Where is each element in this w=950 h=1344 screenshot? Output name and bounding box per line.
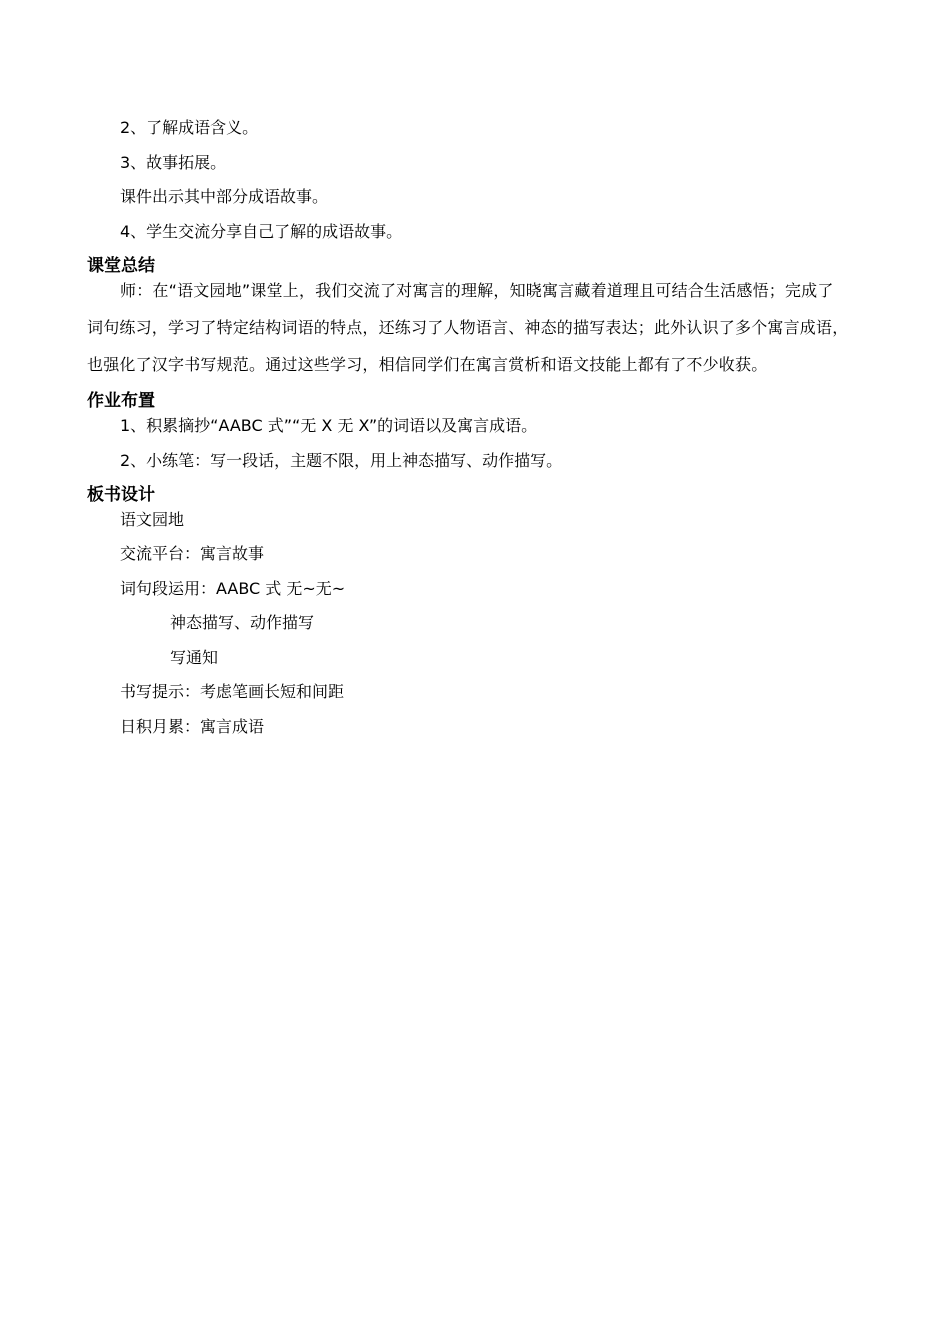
summary-line-2: 词句练习，学习了特定结构词语的特点，还练习了人物语言、神态的描写表达；此外认识了多个寓言成语， bbox=[87, 318, 849, 337]
board-row-accumulation: 日积月累：寓言成语 bbox=[120, 717, 265, 736]
list-item-student-sharing: 4、学生交流分享自己了解的成语故事。 bbox=[120, 222, 403, 241]
summary-line-3: 也强化了汉字书写规范。通过这些学习，相信同学们在寓言赏析和语文技能上都有了不少收获。 bbox=[87, 355, 768, 374]
list-item-story-extension: 3、故事拓展。 bbox=[120, 153, 227, 172]
board-title: 语文园地 bbox=[120, 510, 185, 529]
homework-item-2: 2、小练笔：写一段话，主题不限，用上神态描写、动作描写。 bbox=[120, 451, 563, 470]
homework-item-1: 1、积累摘抄“AABC 式”“无 X 无 X”的词语以及寓言成语。 bbox=[120, 416, 538, 435]
board-row-exchange: 交流平台：寓言故事 bbox=[120, 544, 265, 563]
board-row-writing-tips: 书写提示：考虑笔画长短和间距 bbox=[120, 682, 345, 701]
homework-heading: 作业布置 bbox=[87, 391, 155, 411]
board-row-word-usage: 词句段运用：AABC 式 无~无~ bbox=[120, 579, 346, 598]
summary-heading: 课堂总结 bbox=[87, 256, 155, 276]
summary-line-1: 师：在“语文园地”课堂上，我们交流了对寓言的理解，知晓寓言藏着道理且可结合生活感悟；完成了 bbox=[120, 281, 834, 300]
board-row-description: 神态描写、动作描写 bbox=[170, 613, 315, 632]
list-item-understand-idioms: 2、了解成语含义。 bbox=[120, 118, 259, 137]
list-item-courseware-note: 课件出示其中部分成语故事。 bbox=[120, 187, 329, 206]
board-heading: 板书设计 bbox=[87, 485, 155, 505]
board-row-notice: 写通知 bbox=[170, 648, 219, 667]
